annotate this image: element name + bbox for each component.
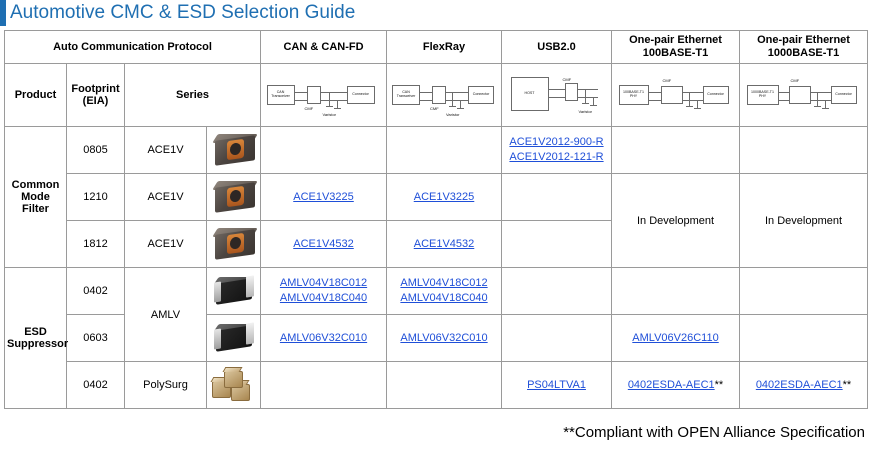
usb-cell bbox=[502, 127, 612, 174]
can-cell bbox=[261, 315, 387, 362]
part-link[interactable]: AMLV04V18C040 bbox=[400, 292, 488, 304]
series-cell: PolySurg bbox=[125, 362, 207, 409]
flexray-transceiver-block: CAN Transceiver bbox=[392, 85, 420, 105]
component-photo-cell bbox=[207, 174, 261, 221]
header-auto-communication-protocol: Auto Communication Protocol bbox=[5, 31, 261, 64]
flexray-cell bbox=[387, 268, 502, 315]
diagram-flexray-graphic bbox=[390, 69, 498, 121]
part-link[interactable]: ACE1V3225 bbox=[293, 190, 354, 203]
header-ethernet-1000base-t1 bbox=[740, 31, 868, 64]
can-cell bbox=[261, 268, 387, 315]
table-row bbox=[5, 127, 868, 174]
page-title bbox=[0, 0, 873, 26]
usb-varistor-label: Varistor bbox=[578, 109, 592, 114]
polysurg-image bbox=[209, 368, 261, 402]
esd-chip-image bbox=[210, 275, 258, 307]
flexray-cmf-label: CMF bbox=[430, 106, 439, 111]
footnote-marker: ** bbox=[842, 378, 852, 391]
usb-cell bbox=[502, 174, 612, 221]
header-eth1000-line1: One-pair Ethernet bbox=[757, 34, 850, 47]
diagram-eth1000 bbox=[740, 64, 868, 127]
part-link[interactable]: AMLV04V18C040 bbox=[279, 292, 368, 304]
part-link[interactable]: ACE1V3225 bbox=[413, 190, 475, 203]
footnote-text: **Compliant with OPEN Alliance Specification bbox=[563, 424, 865, 441]
eth1000-cell bbox=[740, 127, 868, 174]
part-link[interactable]: AMLV06V32C010 bbox=[400, 331, 488, 344]
series-cell: ACE1V bbox=[125, 127, 207, 174]
eth100-cell bbox=[612, 315, 740, 362]
diagram-row bbox=[5, 64, 868, 127]
can-transceiver-block: CAN Transceiver bbox=[267, 85, 295, 105]
table-row bbox=[5, 362, 868, 409]
table-header-row bbox=[5, 31, 868, 64]
part-link[interactable]: ACE1V4532 bbox=[413, 237, 475, 250]
header-footprint bbox=[67, 64, 125, 127]
table-row bbox=[5, 174, 868, 221]
component-photo-cell bbox=[207, 268, 261, 315]
header-flexray: FlexRay bbox=[387, 31, 502, 64]
part-link[interactable]: 0402ESDA-AEC1 bbox=[627, 378, 715, 391]
eth100-status: In Development bbox=[612, 174, 740, 268]
flexray-cell bbox=[387, 362, 502, 409]
category-cmf-line1: Common bbox=[11, 179, 60, 191]
eth1000-cell bbox=[740, 315, 868, 362]
eth1000-status: In Development bbox=[740, 174, 868, 268]
diagram-eth100 bbox=[612, 64, 740, 127]
can-cell bbox=[261, 221, 387, 268]
eth100-phy-block: 100BASE-T1 PHY bbox=[619, 85, 649, 105]
eth1000-phy-block: 1000BASE-T1 PHY bbox=[747, 85, 779, 105]
eth100-cmf-label: CMF bbox=[662, 78, 672, 83]
page-title-text: Automotive CMC & ESD Selection Guide bbox=[10, 2, 356, 23]
header-usb: USB2.0 bbox=[502, 31, 612, 64]
can-cmf-label: CMF bbox=[304, 106, 314, 111]
part-link[interactable]: 0402ESDA-AEC1 bbox=[755, 378, 843, 391]
footprint-cell: 0402 bbox=[67, 362, 125, 409]
footprint-cell: 1210 bbox=[67, 174, 125, 221]
category-cmf-line2: Mode Filter bbox=[21, 191, 50, 215]
header-can: CAN & CAN-FD bbox=[261, 31, 387, 64]
header-eth100-line2: 100BASE-T1 bbox=[642, 47, 709, 59]
can-connector-block: Connector bbox=[347, 86, 375, 104]
can-cell bbox=[261, 174, 387, 221]
table-row bbox=[5, 268, 868, 315]
eth1000-cmf-block bbox=[789, 86, 811, 104]
eth1000-cell bbox=[740, 362, 868, 409]
can-cell bbox=[261, 127, 387, 174]
usb-cell bbox=[502, 362, 612, 409]
cmf-chip-image bbox=[209, 226, 261, 262]
can-cmf-block bbox=[307, 86, 321, 104]
footprint-cell: 1812 bbox=[67, 221, 125, 268]
part-link[interactable]: AMLV04V18C012 bbox=[400, 277, 488, 290]
series-cell: ACE1V bbox=[125, 174, 207, 221]
part-link[interactable]: ACE1V2012-121-R bbox=[509, 151, 604, 163]
part-link[interactable]: AMLV04V18C012 bbox=[279, 277, 368, 290]
eth100-cell bbox=[612, 268, 740, 315]
header-eth100-line1: One-pair Ethernet bbox=[629, 34, 722, 47]
component-photo-cell bbox=[207, 362, 261, 409]
eth100-cell bbox=[612, 127, 740, 174]
flexray-cell bbox=[387, 174, 502, 221]
footprint-cell: 0805 bbox=[67, 127, 125, 174]
part-link[interactable]: PS04LTVA1 bbox=[527, 378, 586, 391]
header-eth1000-line2: 1000BASE-T1 bbox=[767, 47, 840, 59]
flexray-cell bbox=[387, 221, 502, 268]
eth1000-cmf-label: CMF bbox=[790, 78, 800, 83]
diagram-usb bbox=[502, 64, 612, 127]
category-esd-suppressor bbox=[5, 268, 67, 409]
esd-chip-image bbox=[210, 322, 258, 354]
usb-cell bbox=[502, 268, 612, 315]
flexray-cell bbox=[387, 127, 502, 174]
diagram-eth100-graphic bbox=[617, 69, 735, 121]
category-esd-line2: Suppressor bbox=[7, 338, 69, 350]
usb-cell bbox=[502, 221, 612, 268]
part-link[interactable]: AMLV06V26C110 bbox=[632, 331, 719, 344]
eth1000-cell bbox=[740, 268, 868, 315]
flexray-varistor-label: Varistor bbox=[446, 112, 460, 117]
cmf-chip-image bbox=[209, 132, 261, 168]
header-series: Series bbox=[125, 64, 261, 127]
diagram-usb-graphic bbox=[507, 69, 607, 121]
header-footprint-line2: (EIA) bbox=[82, 95, 109, 107]
eth100-connector-block: Connector bbox=[703, 86, 729, 104]
component-photo-cell bbox=[207, 221, 261, 268]
can-varistor-label: Varistor bbox=[322, 112, 336, 117]
flexray-cell bbox=[387, 315, 502, 362]
series-cell: AMLV bbox=[125, 268, 207, 362]
category-common-mode-filter bbox=[5, 127, 67, 268]
header-footprint-line1: Footprint bbox=[71, 83, 120, 95]
usb-host-block: HOST bbox=[511, 77, 549, 111]
flexray-connector-block: Connector bbox=[468, 86, 494, 104]
diagram-flexray bbox=[387, 64, 502, 127]
footnote-marker: ** bbox=[714, 378, 724, 391]
diagram-can bbox=[261, 64, 387, 127]
usb-cmf-block bbox=[565, 83, 578, 101]
usb-cmf-label: CMF bbox=[562, 77, 572, 82]
eth100-cmf-block bbox=[661, 86, 683, 104]
flexray-cmf-block bbox=[432, 86, 446, 104]
can-cell bbox=[261, 362, 387, 409]
selection-guide-table bbox=[4, 30, 868, 409]
component-photo-cell bbox=[207, 127, 261, 174]
part-link[interactable]: ACE1V2012-900-R bbox=[509, 136, 604, 149]
diagram-can-graphic bbox=[265, 69, 383, 121]
footprint-cell: 0402 bbox=[67, 268, 125, 315]
category-esd-line1: ESD bbox=[24, 326, 47, 338]
part-link[interactable]: ACE1V4532 bbox=[293, 237, 354, 250]
header-product: Product bbox=[5, 64, 67, 127]
cmf-chip-image bbox=[209, 179, 261, 215]
eth1000-connector-block: Connector bbox=[831, 86, 857, 104]
part-link[interactable]: AMLV06V32C010 bbox=[279, 331, 368, 344]
header-ethernet-100base-t1 bbox=[612, 31, 740, 64]
footprint-cell: 0603 bbox=[67, 315, 125, 362]
diagram-eth1000-graphic bbox=[745, 69, 863, 121]
series-cell: ACE1V bbox=[125, 221, 207, 268]
eth100-cell bbox=[612, 362, 740, 409]
component-photo-cell bbox=[207, 315, 261, 362]
usb-cell bbox=[502, 315, 612, 362]
